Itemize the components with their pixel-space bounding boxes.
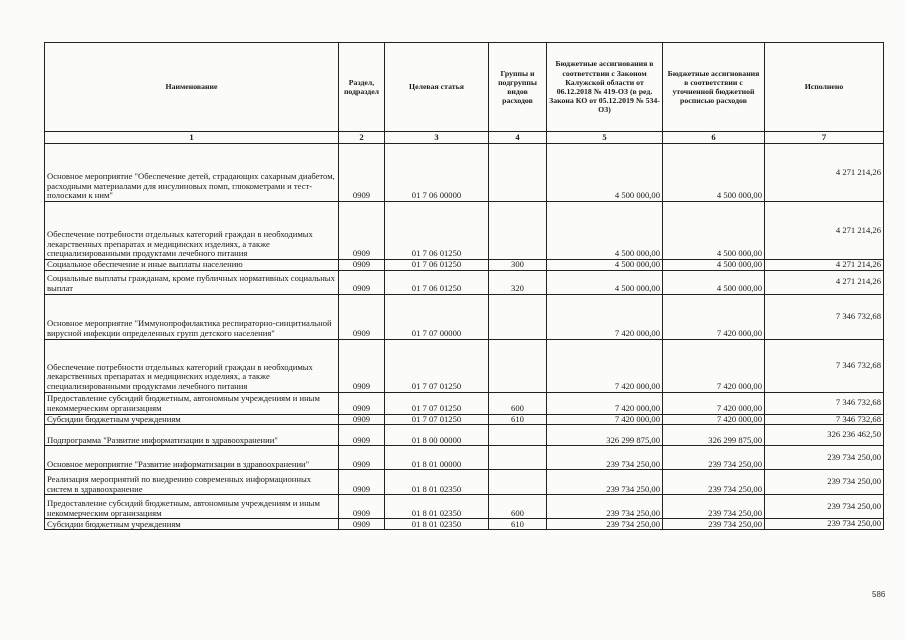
row-law-allocation: 4 500 000,00 bbox=[547, 202, 663, 260]
row-roster-allocation: 239 734 250,00 bbox=[663, 495, 765, 519]
row-section: 0909 bbox=[339, 470, 385, 495]
row-article: 01 7 06 01250 bbox=[385, 270, 489, 294]
row-executed: 7 346 732,68 bbox=[765, 339, 884, 392]
row-section: 0909 bbox=[339, 495, 385, 519]
header-section: Раздел, подраздел bbox=[339, 43, 385, 132]
column-number: 6 bbox=[663, 132, 765, 144]
row-section: 0909 bbox=[339, 446, 385, 470]
row-executed: 4 271 214,26 bbox=[765, 270, 884, 294]
header-row bbox=[45, 43, 884, 132]
row-executed: 4 271 214,26 bbox=[765, 260, 884, 271]
header-executed: Исполнено bbox=[765, 43, 884, 132]
table-row bbox=[45, 425, 884, 446]
row-name: Основное мероприятие "Обеспечение детей, страдающих сахарным диабетом, расходными материалами для инсулиновых помп, глюкометрами и тест-полосками к ним" bbox=[45, 144, 339, 202]
table-row bbox=[45, 260, 884, 271]
row-executed: 239 734 250,00 bbox=[765, 470, 884, 495]
row-law-allocation: 239 734 250,00 bbox=[547, 519, 663, 530]
row-roster-allocation: 239 734 250,00 bbox=[663, 470, 765, 495]
row-section: 0909 bbox=[339, 414, 385, 425]
row-article: 01 7 07 01250 bbox=[385, 392, 489, 414]
row-group bbox=[489, 470, 547, 495]
row-group bbox=[489, 339, 547, 392]
row-article: 01 7 07 00000 bbox=[385, 294, 489, 339]
row-section: 0909 bbox=[339, 260, 385, 271]
header-group: Группы и подгруппы видов расходов bbox=[489, 43, 547, 132]
row-executed: 239 734 250,00 bbox=[765, 446, 884, 470]
row-executed: 7 346 732,68 bbox=[765, 414, 884, 425]
row-article: 01 7 07 01250 bbox=[385, 339, 489, 392]
row-group: 610 bbox=[489, 414, 547, 425]
row-executed: 7 346 732,68 bbox=[765, 392, 884, 414]
row-group bbox=[489, 144, 547, 202]
row-group bbox=[489, 446, 547, 470]
column-number: 3 bbox=[385, 132, 489, 144]
table-row bbox=[45, 202, 884, 260]
row-name: Подпрограмма "Развитие информатизации в здравоохранении" bbox=[45, 425, 339, 446]
row-executed: 326 236 462,50 bbox=[765, 425, 884, 446]
column-number: 5 bbox=[547, 132, 663, 144]
row-roster-allocation: 7 420 000,00 bbox=[663, 339, 765, 392]
row-article: 01 8 01 02350 bbox=[385, 519, 489, 530]
row-name: Реализация мероприятий по внедрению современных информационных систем в здравоохранение bbox=[45, 470, 339, 495]
row-section: 0909 bbox=[339, 294, 385, 339]
row-law-allocation: 4 500 000,00 bbox=[547, 144, 663, 202]
row-section: 0909 bbox=[339, 202, 385, 260]
row-article: 01 7 06 01250 bbox=[385, 202, 489, 260]
column-number: 1 bbox=[45, 132, 339, 144]
row-name: Субсидии бюджетным учреждениям bbox=[45, 519, 339, 530]
row-section: 0909 bbox=[339, 425, 385, 446]
row-group bbox=[489, 425, 547, 446]
row-roster-allocation: 7 420 000,00 bbox=[663, 414, 765, 425]
row-article: 01 8 00 00000 bbox=[385, 425, 489, 446]
row-name: Основное мероприятие "Развитие информатизации в здравоохранении" bbox=[45, 446, 339, 470]
table-row bbox=[45, 446, 884, 470]
table-row bbox=[45, 519, 884, 530]
row-roster-allocation: 4 500 000,00 bbox=[663, 270, 765, 294]
table-row bbox=[45, 495, 884, 519]
row-law-allocation: 239 734 250,00 bbox=[547, 495, 663, 519]
table-row bbox=[45, 470, 884, 495]
row-article: 01 8 01 02350 bbox=[385, 470, 489, 495]
row-article: 01 7 06 01250 bbox=[385, 260, 489, 271]
row-name: Предоставление субсидий бюджетным, автономным учреждениям и иным некоммерческим организациям bbox=[45, 392, 339, 414]
row-group: 600 bbox=[489, 495, 547, 519]
row-article: 01 7 06 00000 bbox=[385, 144, 489, 202]
row-group: 320 bbox=[489, 270, 547, 294]
row-name: Предоставление субсидий бюджетным, автономным учреждениям и иным некоммерческим организациям bbox=[45, 495, 339, 519]
row-name: Основное мероприятие "Иммунопрофилактика респираторно-синцитиальной вирусной инфекции определенных групп детского населения" bbox=[45, 294, 339, 339]
row-section: 0909 bbox=[339, 144, 385, 202]
row-executed: 239 734 250,00 bbox=[765, 519, 884, 530]
column-number: 2 bbox=[339, 132, 385, 144]
row-law-allocation: 4 500 000,00 bbox=[547, 260, 663, 271]
header-article: Целевая статья bbox=[385, 43, 489, 132]
table-row bbox=[45, 270, 884, 294]
header-law-allocation: Бюджетные ассигнования в соответствии с Законом Калужской области от 06.12.2018 № 419-ОЗ (в ред. Закона КО от 05.12.2019 № 534-ОЗ) bbox=[547, 43, 663, 132]
row-law-allocation: 7 420 000,00 bbox=[547, 339, 663, 392]
row-name: Обеспечение потребности отдельных категорий граждан в необходимых лекарственных препаратах и медицинских изделиях, а также специализированными продуктами лечебного питания bbox=[45, 202, 339, 260]
row-executed: 4 271 214,26 bbox=[765, 144, 884, 202]
row-law-allocation: 4 500 000,00 bbox=[547, 270, 663, 294]
header-roster-allocation: Бюджетные ассигнования в соответствии с уточненной бюджетной росписью расходов bbox=[663, 43, 765, 132]
row-roster-allocation: 239 734 250,00 bbox=[663, 446, 765, 470]
row-article: 01 8 01 00000 bbox=[385, 446, 489, 470]
row-law-allocation: 7 420 000,00 bbox=[547, 414, 663, 425]
table-row bbox=[45, 144, 884, 202]
row-section: 0909 bbox=[339, 392, 385, 414]
row-executed: 7 346 732,68 bbox=[765, 294, 884, 339]
row-roster-allocation: 7 420 000,00 bbox=[663, 294, 765, 339]
row-roster-allocation: 239 734 250,00 bbox=[663, 519, 765, 530]
row-law-allocation: 239 734 250,00 bbox=[547, 470, 663, 495]
row-law-allocation: 7 420 000,00 bbox=[547, 392, 663, 414]
row-roster-allocation: 326 299 875,00 bbox=[663, 425, 765, 446]
row-group: 610 bbox=[489, 519, 547, 530]
row-group: 300 bbox=[489, 260, 547, 271]
header-name: Наименование bbox=[45, 43, 339, 132]
row-name: Социальное обеспечение и иные выплаты населению bbox=[45, 260, 339, 271]
row-law-allocation: 239 734 250,00 bbox=[547, 446, 663, 470]
row-roster-allocation: 7 420 000,00 bbox=[663, 392, 765, 414]
table-row bbox=[45, 339, 884, 392]
row-roster-allocation: 4 500 000,00 bbox=[663, 144, 765, 202]
row-section: 0909 bbox=[339, 270, 385, 294]
row-article: 01 8 01 02350 bbox=[385, 495, 489, 519]
row-section: 0909 bbox=[339, 519, 385, 530]
row-section: 0909 bbox=[339, 339, 385, 392]
row-name: Социальные выплаты гражданам, кроме публичных нормативных социальных выплат bbox=[45, 270, 339, 294]
row-law-allocation: 7 420 000,00 bbox=[547, 294, 663, 339]
row-executed: 4 271 214,26 bbox=[765, 202, 884, 260]
page-number: 586 bbox=[872, 590, 886, 599]
budget-table bbox=[44, 42, 884, 530]
column-number-row bbox=[45, 132, 884, 144]
row-executed: 239 734 250,00 bbox=[765, 495, 884, 519]
row-law-allocation: 326 299 875,00 bbox=[547, 425, 663, 446]
table-row bbox=[45, 392, 884, 414]
row-roster-allocation: 4 500 000,00 bbox=[663, 260, 765, 271]
row-group bbox=[489, 202, 547, 260]
row-roster-allocation: 4 500 000,00 bbox=[663, 202, 765, 260]
column-number: 4 bbox=[489, 132, 547, 144]
row-group: 600 bbox=[489, 392, 547, 414]
row-name: Субсидии бюджетным учреждениям bbox=[45, 414, 339, 425]
row-group bbox=[489, 294, 547, 339]
column-number: 7 bbox=[765, 132, 884, 144]
row-name: Обеспечение потребности отдельных категорий граждан в необходимых лекарственных препаратах и медицинских изделиях, а также специализированными продуктами лечебного питания bbox=[45, 339, 339, 392]
row-article: 01 7 07 01250 bbox=[385, 414, 489, 425]
table-row bbox=[45, 414, 884, 425]
table-row bbox=[45, 294, 884, 339]
